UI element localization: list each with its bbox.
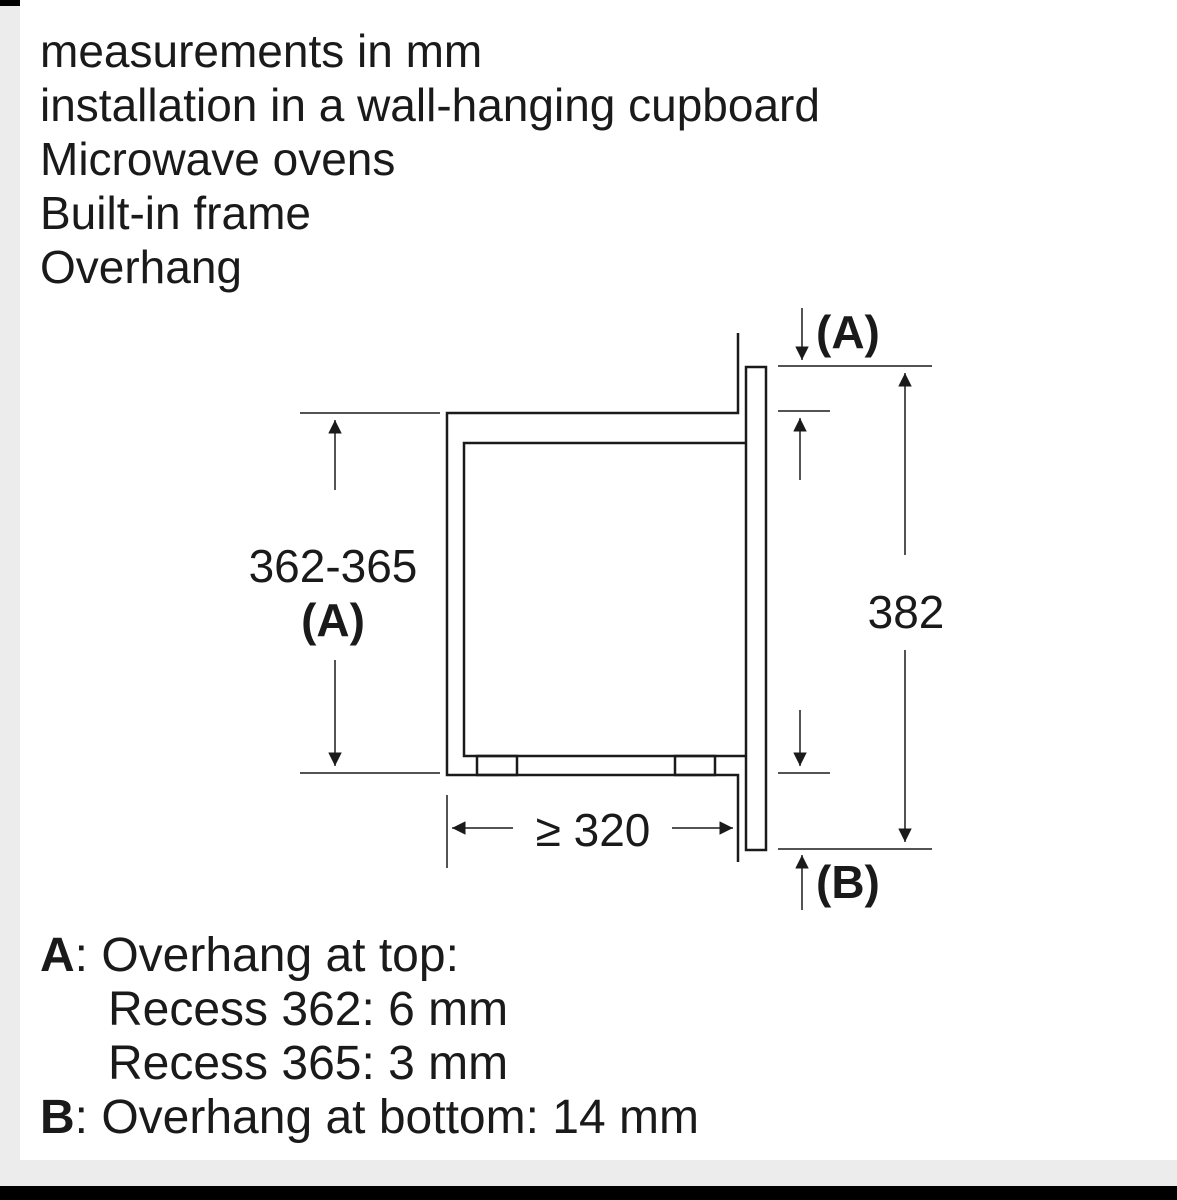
built-in-frame xyxy=(746,367,766,850)
legend-b-key: B xyxy=(40,1091,75,1144)
legend-a-line1: Recess 362: 6 mm xyxy=(108,983,509,1036)
header-line-5: Overhang xyxy=(40,241,243,293)
header-line-4: Built-in frame xyxy=(40,187,311,239)
cupboard-outline xyxy=(447,333,738,862)
legend-a-title xyxy=(40,929,459,982)
legend-b-title xyxy=(40,1091,699,1144)
legend-a-text: : Overhang at top: xyxy=(74,929,459,982)
microwave-foot-right xyxy=(675,756,715,775)
legend-b-text: : Overhang at bottom: 14 mm xyxy=(74,1091,699,1144)
microwave-foot-left xyxy=(477,756,517,775)
header-line-2: installation in a wall-hanging cupboard xyxy=(40,79,820,131)
header-line-3: Microwave ovens xyxy=(40,133,396,185)
header-line-1: measurements in mm xyxy=(40,25,483,77)
recess-height-ref: (A) xyxy=(301,594,365,646)
legend-a-key: A xyxy=(40,929,75,982)
bottom-overhang-ref: (B) xyxy=(816,856,880,908)
microwave-body xyxy=(464,443,746,756)
top-overhang-ref: (A) xyxy=(816,306,880,358)
depth-label: ≥ 320 xyxy=(535,804,651,856)
recess-height-label: 362-365 xyxy=(248,540,418,592)
frame-height-label: 382 xyxy=(867,586,945,638)
legend-a-line2: Recess 365: 3 mm xyxy=(108,1037,509,1090)
